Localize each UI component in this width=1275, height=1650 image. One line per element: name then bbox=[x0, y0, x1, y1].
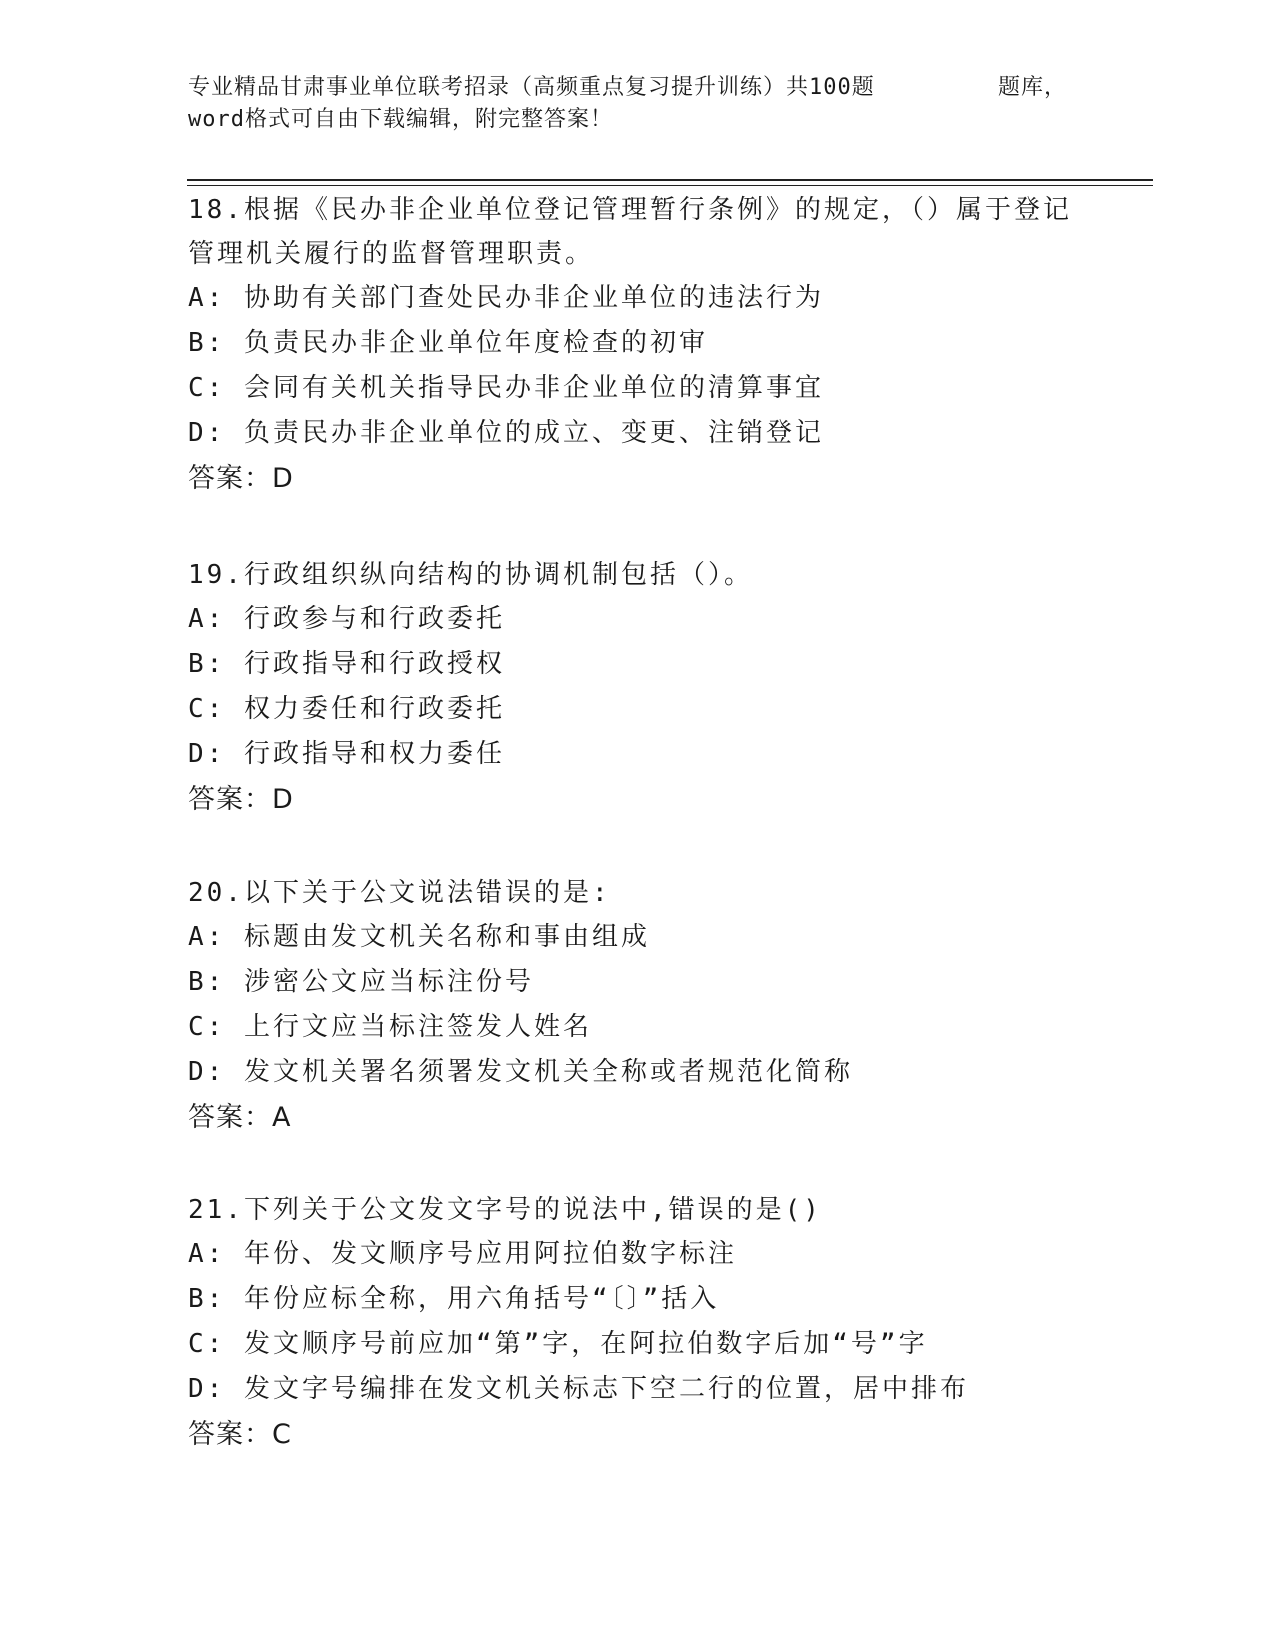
option-d: D: 发文字号编排在发文机关标志下空二行的位置，居中排布 bbox=[188, 1374, 969, 1404]
question-18 bbox=[188, 188, 1088, 502]
option-c: C: 权力委任和行政委托 bbox=[188, 694, 505, 724]
option-a: A: 年份、发文顺序号应用阿拉伯数字标注 bbox=[188, 1239, 737, 1269]
option-a: A: 协助有关部门查处民办非企业单位的违法行为 bbox=[188, 283, 824, 313]
answer: 答案：D bbox=[188, 784, 294, 815]
option-d: D: 行政指导和权力委任 bbox=[188, 739, 505, 769]
question-stem: 20.以下关于公文说法错误的是: bbox=[188, 878, 611, 908]
option-a: A: 标题由发文机关名称和事由组成 bbox=[188, 922, 650, 952]
option-c: C: 上行文应当标注签发人姓名 bbox=[188, 1012, 592, 1042]
option-b: B: 年份应标全称，用六角括号“〔〕”括入 bbox=[188, 1284, 720, 1314]
answer: 答案：C bbox=[188, 1419, 292, 1450]
header-divider-thin bbox=[187, 185, 1153, 186]
header-title: 专业精品甘肃事业单位联考招录（高频重点复习提升训练）共100题 bbox=[188, 75, 875, 100]
option-d: D: 负责民办非企业单位的成立、变更、注销登记 bbox=[188, 418, 824, 448]
header-line-2: word格式可自由下载编辑，附完整答案！ bbox=[188, 107, 613, 132]
option-b: B: 涉密公文应当标注份号 bbox=[188, 967, 534, 997]
question-stem: 18.根据《民办非企业单位登记管理暂行条例》的规定，（）属于登记管理机关履行的监督管理职责。 bbox=[188, 195, 1072, 269]
option-a: A: 行政参与和行政委托 bbox=[188, 604, 505, 634]
question-19 bbox=[188, 553, 1088, 823]
header-tag: 题库， bbox=[998, 75, 1068, 100]
option-b: B: 负责民办非企业单位年度检查的初审 bbox=[188, 328, 708, 358]
header-line-1 bbox=[188, 72, 1088, 104]
document-header bbox=[188, 72, 1088, 136]
answer: 答案：A bbox=[188, 1102, 292, 1133]
question-21 bbox=[188, 1188, 1088, 1458]
option-c: C: 会同有关机关指导民办非企业单位的清算事宜 bbox=[188, 373, 824, 403]
question-stem: 21.下列关于公文发文字号的说法中,错误的是() bbox=[188, 1195, 822, 1225]
header-divider-thick bbox=[187, 179, 1153, 181]
option-b: B: 行政指导和行政授权 bbox=[188, 649, 505, 679]
answer: 答案：D bbox=[188, 463, 294, 494]
option-d: D: 发文机关署名须署发文机关全称或者规范化简称 bbox=[188, 1057, 853, 1087]
question-stem: 19.行政组织纵向结构的协调机制包括（）。 bbox=[188, 560, 753, 590]
question-20 bbox=[188, 871, 1088, 1141]
option-c: C: 发文顺序号前应加“第”字，在阿拉伯数字后加“号”字 bbox=[188, 1329, 928, 1359]
